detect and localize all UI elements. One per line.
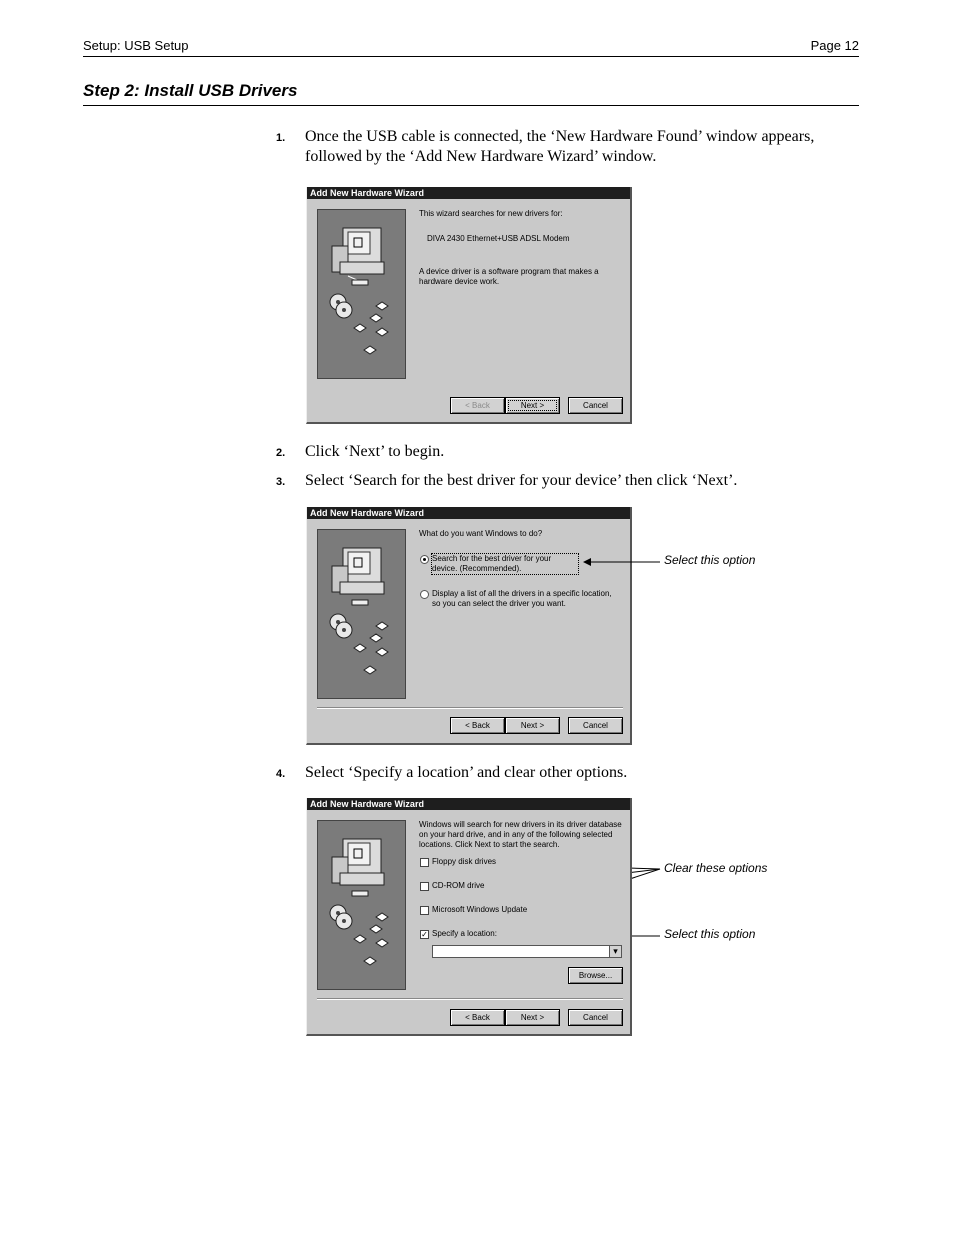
dialog-title-bar: Add New Hardware Wizard [307,507,630,519]
checkmark-icon: ✓ [421,930,428,939]
annotation-select-option: Select this option [664,553,756,567]
option-search-best-label[interactable]: Search for the best driver for your device. (Recommended). [432,554,578,574]
wizard-illustration [317,820,406,990]
windows-update-label[interactable]: Microsoft Windows Update [432,905,528,914]
computer-icon [318,821,405,989]
page-number: Page 12 [810,38,859,53]
chevron-down-icon[interactable]: ▾ [609,946,621,957]
step-text: Once the USB cable is connected, the ‘New Hardware Found’ window appears, followed by the ‘Add New Hardware Wizard’ window. [305,128,815,165]
next-button[interactable]: Next > [505,1009,560,1026]
dialog-title-bar: Add New Hardware Wizard [307,798,630,810]
step-number: 4. [276,768,286,780]
step-number: 2. [276,447,286,459]
back-button[interactable]: < Back [450,397,505,414]
search-intro-text: Windows will search for new drivers in its driver database on your hard drive, and in any of the following selected locations. Click Next to start the search. [419,820,622,849]
checkbox-windows-update[interactable] [420,906,429,915]
cdrom-label[interactable]: CD-ROM drive [432,881,485,890]
checkbox-floppy[interactable] [420,858,429,867]
cancel-button[interactable]: Cancel [568,1009,623,1026]
cancel-button[interactable]: Cancel [568,717,623,734]
wizard-dialog-3 [306,798,632,1036]
section-title: Step 2: Install USB Drivers [83,81,298,100]
wizard-intro-text: This wizard searches for new drivers for: [419,209,563,218]
next-button[interactable]: Next > [505,397,560,414]
step-text: Select ‘Search for the best driver for your device’ then click ‘Next’. [305,472,738,489]
specify-location-label[interactable]: Specify a location: [432,929,497,938]
dialog-title-bar: Add New Hardware Wizard [307,187,630,199]
dialog-separator [317,998,623,1000]
checkbox-cdrom[interactable] [420,882,429,891]
floppy-label[interactable]: Floppy disk drives [432,857,497,866]
annotation-select-option: Select this option [664,927,756,941]
back-button[interactable]: < Back [450,1009,505,1026]
driver-description: A device driver is a software program that makes a hardware device work. [419,267,599,286]
next-button[interactable]: Next > [505,717,560,734]
step-number: 3. [276,476,286,488]
location-dropdown[interactable] [432,945,622,958]
device-name: DIVA 2430 Ethernet+USB ADSL Modem [427,234,570,243]
step-number: 1. [276,132,286,144]
cancel-button[interactable]: Cancel [568,397,623,414]
wizard-question: What do you want Windows to do? [419,529,543,538]
browse-button[interactable]: Browse... [568,967,623,984]
step-text: Select ‘Specify a location’ and clear other options. [305,764,628,781]
annotation-clear-options: Clear these options [664,861,768,875]
running-header-left: Setup: USB Setup [83,38,189,53]
option-display-list-label[interactable]: Display a list of all the drivers in a specific location, so you can select the driver you want. [432,589,612,608]
step-text: Click ‘Next’ to begin. [305,443,445,460]
back-button[interactable]: < Back [450,717,505,734]
checkbox-specify-location[interactable] [420,930,429,939]
